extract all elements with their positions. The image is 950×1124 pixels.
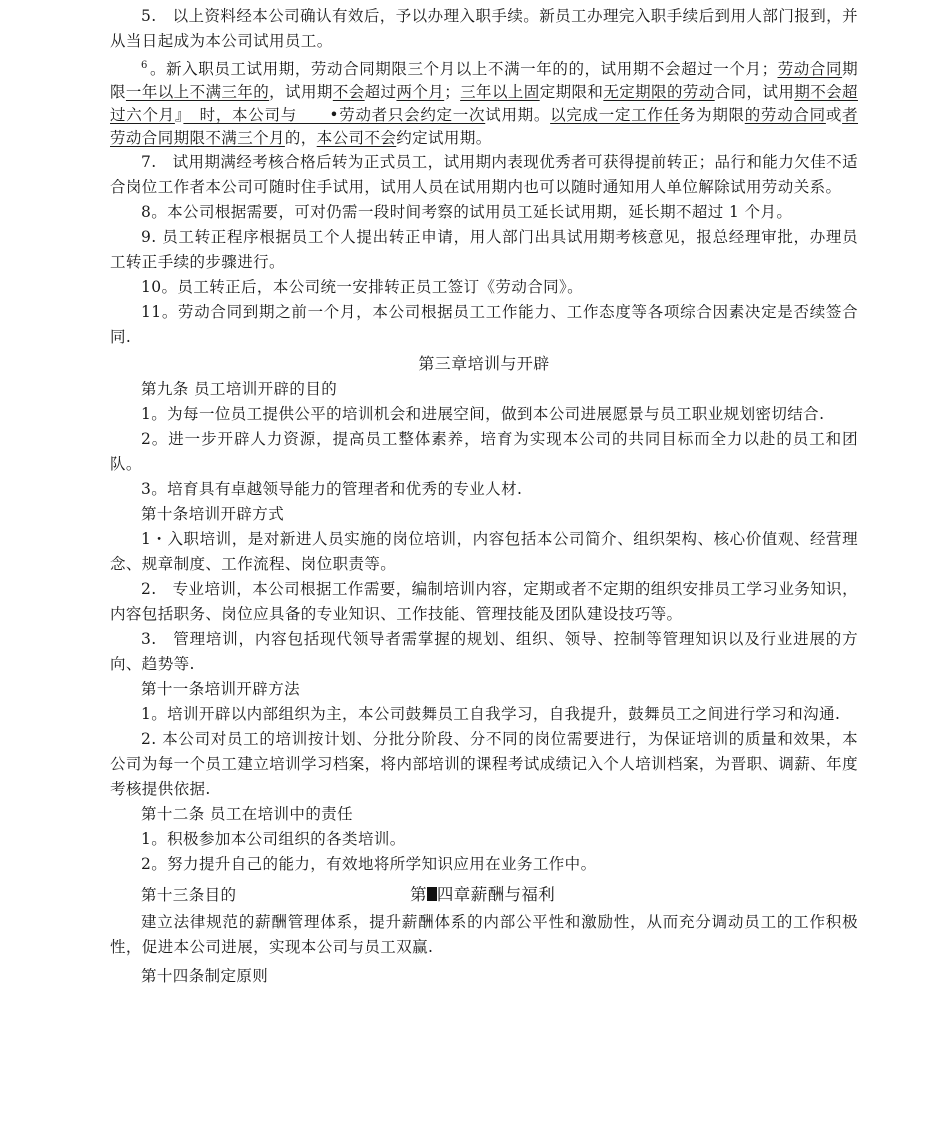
clause-6-text: 超过 bbox=[364, 83, 397, 101]
clause-6-underlined: 无定期限的劳动 bbox=[603, 83, 715, 101]
clause-6-text: 或 bbox=[825, 106, 843, 124]
probation-clause-9: 9. 员工转正程序根据员工个人提出转正申请，用人部门出具试用期考核意见，报总经理审批，办理员工转正手续的步骤进行。 bbox=[110, 228, 858, 271]
article-12-title: 第十二条 员工在培训中的责任 bbox=[141, 805, 354, 823]
chapter-4-title bbox=[410, 881, 555, 908]
article-14-title: 第十四条制定原则 bbox=[141, 967, 269, 985]
probation-clause-7: 7. 试用期满经考核合格后转为正式员工，试用期内表现优秀者可获得提前转正；品行和能力欠佳不适合岗位工作者本公司可随时住手试用，试用人员在试用期内也可以随时通知用人单位解除试用劳动关系。 bbox=[110, 153, 858, 196]
clause-6-underlined: 本公司不会 bbox=[316, 129, 397, 147]
chapter-4-heading-row bbox=[110, 881, 858, 908]
article-9-item: 3。培育具有卓越领导能力的管理者和优秀的专业人材. bbox=[141, 480, 523, 498]
article-13-title: 第十三条目的 bbox=[141, 886, 237, 904]
chapter-4-title-part: 四章薪酬与福利 bbox=[436, 885, 556, 904]
article-11-item: 1。培训开辟以内部组织为主，本公司鼓舞员工自我学习，自我提升，鼓舞员工之间进行学习和沟通. bbox=[141, 705, 841, 723]
probation-clause-8: 8。本公司根据需要，可对仍需一段时间考察的试用员工延长试用期，延长期不超过 1 个月。 bbox=[141, 203, 793, 221]
article-9-title: 第九条 员工培训开辟的目的 bbox=[141, 380, 338, 398]
clause-6-underlined: 者劳动合同期限不满三个月 bbox=[110, 106, 859, 147]
clause-6-text: 期限 bbox=[110, 60, 858, 101]
clause-6-text: 的， bbox=[284, 129, 317, 147]
article-12-item: 1。积极参加本公司组织的各类培训。 bbox=[141, 830, 406, 848]
probation-clause-10: 10。员工转正后，本公司统一安排转正员工签订《劳动合同》。 bbox=[141, 278, 584, 296]
article-10-title: 第十条培训开辟方式 bbox=[141, 505, 285, 523]
article-10-item: 3. 管理培训，内容包括现代领导者需掌握的规划、组织、领导、控制等管理知识以及行业进展的方向、趋势等. bbox=[110, 630, 858, 673]
clause-6-text: 务为期限 bbox=[679, 106, 745, 124]
clause-6-underlined: 三年以上固 bbox=[460, 83, 540, 101]
article-10-item: 1・入职培训，是对新进人员实施的岗位培训，内容包括本公司简介、组织架构、核心价值观、经营理念、规章制度、工作流程、岗位职责等。 bbox=[110, 530, 858, 573]
clause-6-text: 合同，试用 bbox=[714, 83, 795, 101]
clause-6-number: 6 bbox=[141, 60, 148, 71]
clause-6-underlined: 期不会超过六个月 bbox=[110, 83, 858, 124]
clause-6-underlined: 以完成一定工作任 bbox=[550, 106, 680, 124]
article-12-item: 2。努力提升自己的能力，有效地将所学知识应用在业务工作中。 bbox=[141, 855, 597, 873]
clause-6-underlined: 的劳动合同 bbox=[744, 106, 826, 124]
probation-clause-5: 5. 以上资料经本公司确认有效后，予以办理入职手续。新员工办理完入职手续后到用人部门报到，并从当日起成为本公司试用员工。 bbox=[110, 7, 858, 50]
clause-6-text: 』 bbox=[174, 106, 184, 124]
chapter-4-title-part: 第 bbox=[410, 885, 427, 904]
clause-6-underlined: 一年以上不满三年的 bbox=[125, 83, 270, 101]
clause-6-underlined: 两个月 bbox=[396, 83, 445, 101]
article-9-item: 2。进一步开辟人力资源，提高员工整体素养，培育为实现本公司的共同目标而全力以赴的员工和团队。 bbox=[110, 430, 858, 473]
clause-6-underlined: 不会 bbox=[332, 83, 365, 101]
clause-6-text: 定期限和 bbox=[539, 83, 604, 101]
article-13-body: 建立法律规范的薪酬管理体系，提升薪酬体系的内部公平性和激励性，从而充分调动员工的工作积极性，促进本公司进展，实现本公司与员工双赢. bbox=[110, 913, 858, 956]
clause-6-underlined: 劳动合同 bbox=[777, 60, 843, 78]
clause-6-text: 。新入职员工试用期，劳动合同期限三个月以上不满一年的的，试用期不会超过一个月； bbox=[149, 60, 778, 78]
clause-6-text: ； bbox=[444, 83, 461, 101]
chapter-3-title: 第三章培训与开辟 bbox=[418, 354, 550, 373]
clause-6-text: ，试用期 bbox=[269, 83, 333, 101]
article-9-item: 1。为每一位员工提供公平的培训机会和进展空间，做到本公司进展愿景与员工职业规划密切结合. bbox=[141, 405, 825, 423]
probation-clause-6 bbox=[110, 54, 858, 150]
probation-clause-11: 11。劳动合同到期之前一个月，本公司根据员工工作能力、工作态度等各项综合因素决定是否续签合同. bbox=[110, 303, 858, 346]
article-10-item: 2. 专业培训，本公司根据工作需要，编制培训内容，定期或者不定期的组织安排员工学习业务知识，内容包括职务、岗位应具备的专业知识、工作技能、管理技能及团队建设技巧等。 bbox=[110, 580, 858, 623]
clause-6-underlined: 时，本公司与 •劳动者只会约定一次 bbox=[183, 106, 486, 124]
redaction-mark bbox=[427, 887, 437, 901]
article-11-item: 2. 本公司对员工的培训按计划、分批分阶段、分不同的岗位需要进行，为保证培训的质量和效果，本公司为每一个员工建立培训学习档案，将内部培训的课程考试成绩记入个人培训档案，为晋职、调薪、年度考核提供依据. bbox=[110, 730, 858, 798]
document-page bbox=[110, 4, 858, 989]
clause-6-text: 约定试用期。 bbox=[396, 129, 492, 147]
clause-6-text: 试用期。 bbox=[485, 106, 551, 124]
article-11-title: 第十一条培训开辟方法 bbox=[141, 680, 301, 698]
